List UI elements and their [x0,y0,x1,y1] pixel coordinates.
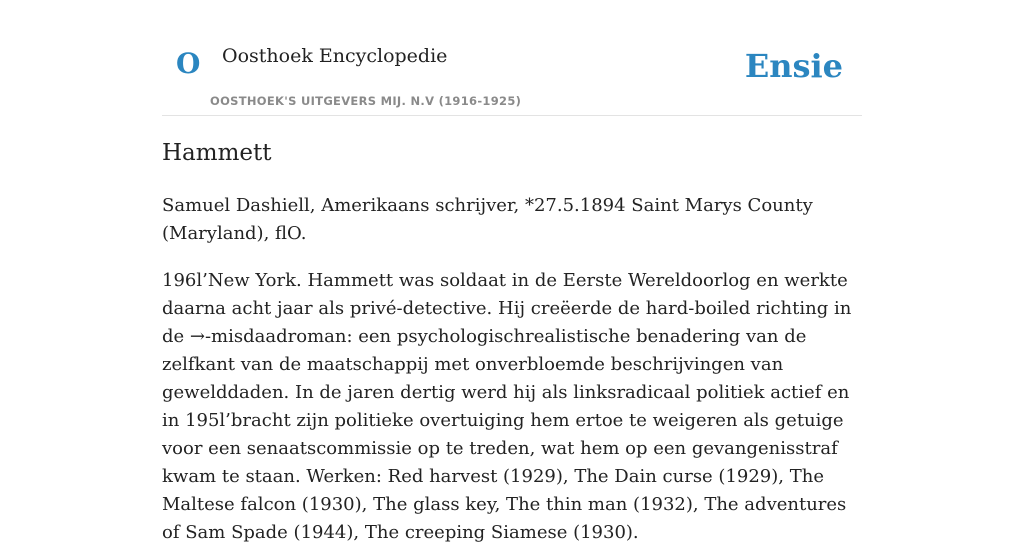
article-headword: Hammett [162,140,272,166]
logo-letter: O [176,47,201,80]
site-header [162,30,862,116]
encyclopedia-title[interactable]: Oosthoek Encyclopedie [222,45,448,67]
publisher-subtitle: OOSTHOEK'S UITGEVERS MIJ. N.V (1916-1925) [210,94,522,108]
article-paragraph: 196l’New York. Hammett was soldaat in de Eerste Wereldoorlog en werkte daarna acht jaar als privé-detective. Hij creëerde de hard-boiled richting in de →-misdaadroman: een psychologischrealistische benadering van de zelfkant van de maatschappij met onverbloemde beschrijvingen van gewelddaden. In de jaren dertig werd hij als linksradicaal politiek actief en in 195l’bracht zijn politieke overtuiging hem ertoe te weigeren als getuige voor een senaatscommissie op te treden, wat hem op een gevangenisstraf kwam te staan. Werken: Red harvest (1929), The Dain curse (1929), The Maltese falcon (1930), The glass key, The thin man (1932), The adventures of Sam Spade (1944), The creeping Siamese (1930). [162,270,852,543]
ensie-logo-link[interactable]: Ensie [744,47,843,85]
article-paragraph: Samuel Dashiell, Amerikaans schrijver, *27.5.1894 Saint Marys County (Maryland), flO. [162,195,813,244]
